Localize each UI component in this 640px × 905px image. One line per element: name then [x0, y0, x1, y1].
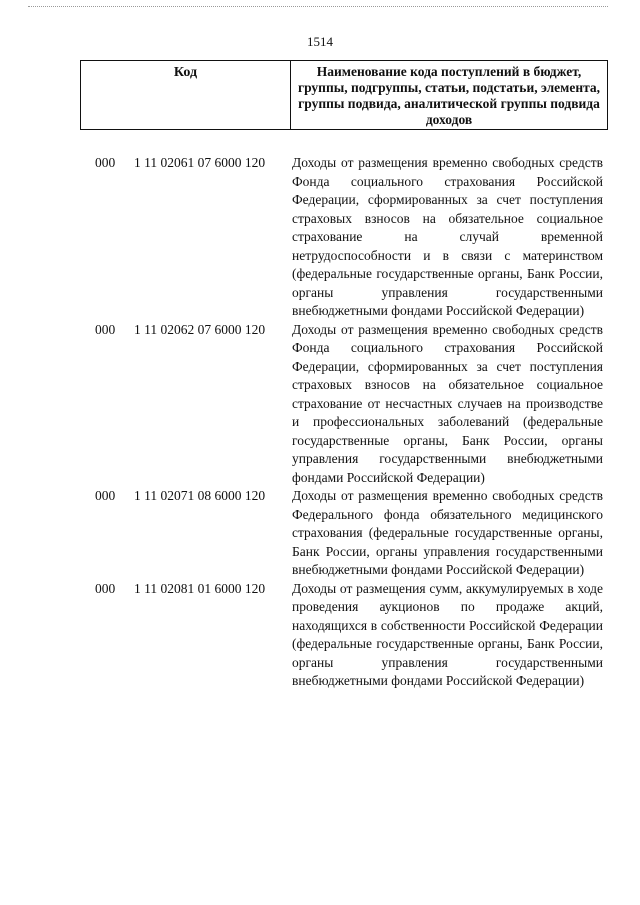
row-revenue-code: 1 11 02062 07 6000 120 [134, 321, 266, 337]
table-row [0, 487, 640, 580]
table-row [0, 580, 640, 691]
table-body [0, 154, 640, 691]
row-revenue-code: 1 11 02081 01 6000 120 [134, 580, 266, 596]
page-number: 1514 [307, 34, 333, 49]
row-description: Доходы от размещения временно свободных средств Федерального фонда обязательного медицинского страхования (федеральные государственные органы, Банк России, органы управления государственными внебюджетными фондами Российской Федерации) [292, 488, 603, 577]
row-revenue-code: 1 11 02061 07 6000 120 [134, 155, 266, 170]
table-row [0, 154, 640, 321]
header-code-label: Код [81, 61, 291, 129]
scan-top-edge [28, 6, 608, 11]
row-description: Доходы от размещения временно свободных средств Фонда социального страхования Российской Федерации, сформированных за счет поступления страховых взносов на обязательное социальное страхование от несчастных случаев на производстве и профессиональных заболеваний (федеральные государственные органы, Банк России, органы управления государственными внебюджетными фондами Российской Федерации) [292, 321, 603, 485]
row-admin-code: 000 [95, 321, 116, 337]
row-admin-code: 000 [95, 580, 116, 596]
row-description: Доходы от размещения временно свободных средств Фонда социального страхования Российской Федерации, сформированных за счет поступления страховых взносов на обязательное социальное страхование на случай временной нетрудоспособности и в связи с материнством (федеральные государственные органы, Банк России, органы управления государственными внебюджетными фондами Российской Федерации) [292, 155, 603, 318]
header-name-label: Наименование кода поступлений в бюджет, группы, подгруппы, статьи, подстатьи, элемента, группы подвида, аналитической группы подвида доходов [297, 64, 601, 127]
row-admin-code: 000 [95, 488, 116, 503]
row-revenue-code: 1 11 02071 08 6000 120 [134, 488, 266, 503]
table-row [0, 321, 640, 488]
row-description: Доходы от размещения сумм, аккумулируемых в ходе проведения аукционов по продаже акций, находящихся в собственности Российской Федерации (федеральные государственные органы, Банк России, органы управления государственными внебюджетными фондами Российской Федерации) [292, 580, 603, 688]
table-header [80, 60, 608, 130]
row-admin-code: 000 [95, 155, 116, 170]
